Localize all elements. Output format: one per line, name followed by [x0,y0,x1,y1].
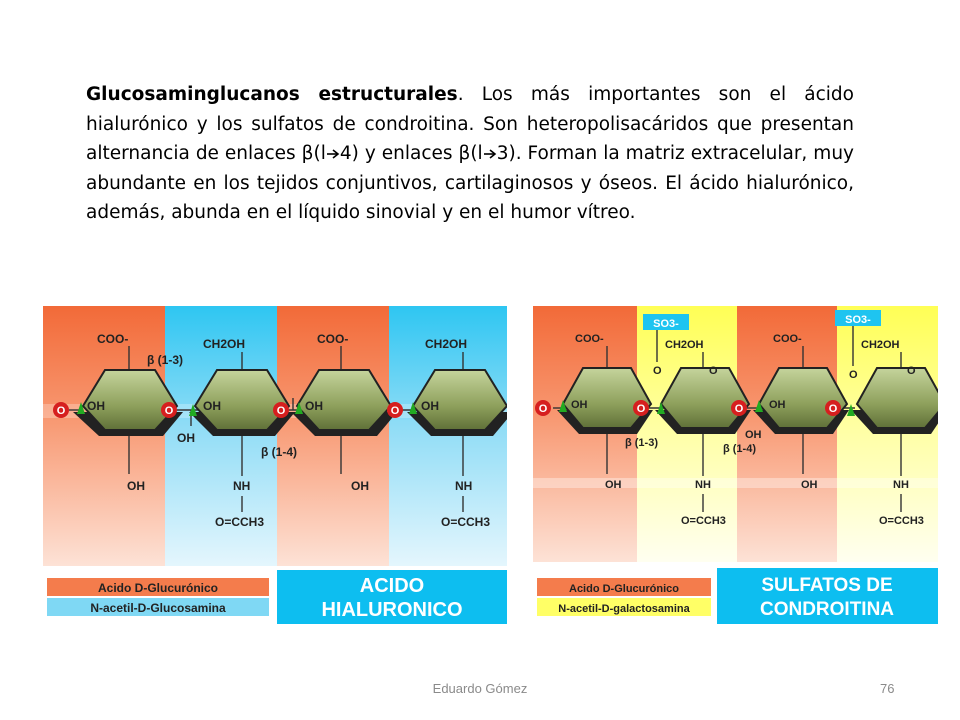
glycosidic-oxygen [731,400,747,416]
legend [43,572,273,622]
legend-item-glucosamine: N-acetil-D-Glucosamina [90,601,226,615]
carboxyl-label: COO- [773,333,802,345]
svg-text:O: O [390,405,400,417]
carboxyl-label: COO- [97,332,129,346]
legend-item-galactosamine: N-acetil-D-galactosamina [558,603,690,615]
ring-oxygen-label: O [849,369,858,381]
title-box [277,570,507,624]
svg-text:O: O [828,403,838,415]
sulfate-badge [643,314,689,330]
hydroxymethyl-label: CH2OH [665,339,704,351]
glycosidic-oxygen [273,402,289,418]
hydroxyl-label: OH [87,399,105,413]
hydroxyl-label: OH [177,431,195,445]
svg-text:O: O [538,403,548,415]
paragraph-heading: Glucosaminglucanos estructurales [86,84,458,105]
glycosidic-oxygen [161,402,177,418]
chondroitin-sulfate-diagram [533,306,938,624]
right-arrow-icon [326,148,340,160]
hydroxyl-label: OH [571,399,588,411]
glycosidic-oxygen [825,400,841,416]
paragraph-text-1: . Los más importantes son el ácido hialurónico y los sulfatos de condroitina. Son heteropolisacáridos que presentan alternancia de enlaces β(l [86,84,854,164]
hydroxyl-label: OH [203,399,221,413]
carboxyl-label: COO- [575,333,604,345]
hydroxyl-label: OH [127,479,145,493]
svg-text:O: O [56,405,66,417]
sulfate-badge [835,310,881,326]
bond-label-1-3: β (1-3) [147,353,183,367]
hydroxyl-label: OH [351,479,369,493]
right-arrow-icon [483,148,497,160]
paragraph-text-2: 4) y enlaces β(l [339,143,483,164]
hydroxyl-label: OH [745,429,762,441]
amine-label: NH [455,479,473,493]
amine-label: NH [695,479,711,491]
ring-oxygen-label: O [709,365,718,377]
acetyl-label: O=CCH3 [215,515,265,529]
svg-text:O: O [734,403,744,415]
title-line-2: HIALURONICO [321,599,463,621]
carboxyl-label: COO- [317,332,349,346]
title-line-1: ACIDO [359,575,425,597]
hydroxymethyl-label: CH2OH [861,339,900,351]
acetyl-label: O=CCH3 [681,515,726,527]
glycosidic-oxygen [53,402,69,418]
svg-text:SO3-: SO3- [845,314,871,326]
hydroxyl-label: OH [605,479,622,491]
ring-oxygen-label: O [653,365,662,377]
page-number: 76 [880,681,895,696]
acetyl-label: O=CCH3 [879,515,924,527]
glycosidic-oxygen [387,402,403,418]
svg-text:O: O [276,405,286,417]
hydroxymethyl-label: CH2OH [425,337,468,351]
glycosidic-oxygen [535,400,551,416]
amine-label: NH [893,479,909,491]
footer-author: Eduardo Gómez [432,681,528,696]
hydroxyl-label: OH [305,399,323,413]
glycosidic-oxygen [633,400,649,416]
body-paragraph [86,80,854,228]
bond-label-1-3: β (1-3) [625,437,658,449]
bond-label-1-4: β (1-4) [723,443,756,455]
hydroxyl-label: OH [801,479,818,491]
legend-item-glucuronic: Acido D-Glucurónico [569,583,679,595]
amine-label: NH [233,479,251,493]
acetyl-label: O=CCH3 [441,515,491,529]
hydroxyl-label: OH [421,399,439,413]
hyaluronic-acid-diagram [43,306,507,624]
hydroxymethyl-label: CH2OH [203,337,246,351]
svg-text:O: O [164,405,174,417]
title-line-1: SULFATOS DE [761,575,893,596]
svg-text:O: O [636,403,646,415]
bond-label-1-4: β (1-4) [261,445,297,459]
hydroxyl-label: OH [769,399,786,411]
paragraph-text-3: 3). Forman la matriz extracelular, muy abundante en los tejidos conjuntivos, cartilaginosos y óseos. El ácido hialurónico, además, abunda en el líquido sinovial y en el humor vítreo. [86,143,854,223]
title-box [717,568,938,624]
title-line-2: CONDROITINA [759,599,895,620]
svg-text:SO3-: SO3- [653,318,679,330]
legend-item-glucuronic: Acido D-Glucurónico [98,581,218,595]
legend [533,568,715,624]
ring-oxygen-label: O [907,365,916,377]
